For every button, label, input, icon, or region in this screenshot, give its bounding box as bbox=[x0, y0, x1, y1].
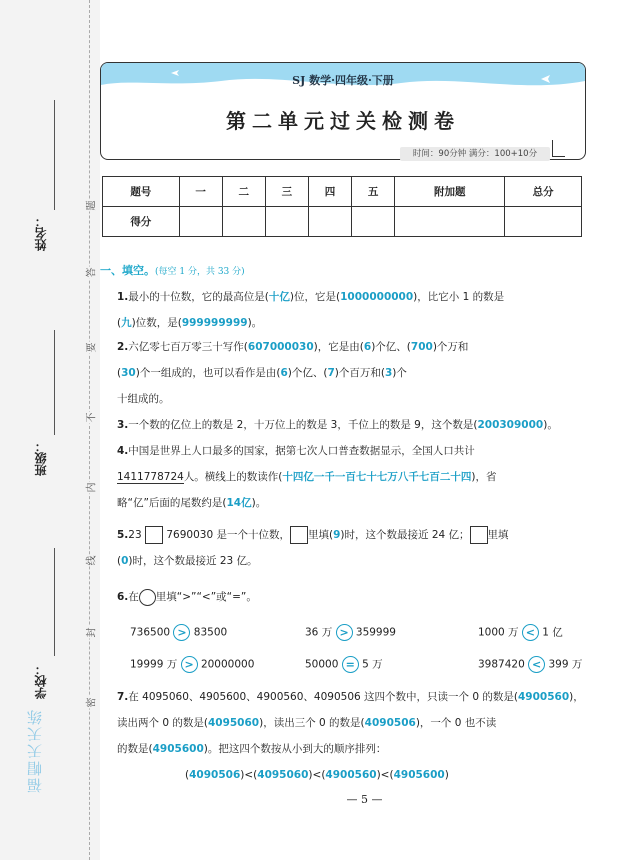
seal-char: 线 bbox=[83, 555, 98, 567]
page-title: 第二单元过关检测卷 bbox=[226, 109, 460, 133]
seal-char: 要 bbox=[83, 342, 98, 354]
answer: 607000030 bbox=[247, 341, 314, 353]
compare-item: 36 万 > 359999 bbox=[305, 626, 396, 639]
question-number: 5. bbox=[117, 529, 129, 541]
blank-box[interactable] bbox=[145, 526, 163, 544]
seal-char: 内 bbox=[83, 482, 98, 494]
header-banner bbox=[100, 62, 586, 160]
class-line bbox=[54, 330, 55, 435]
question-number: 3. bbox=[117, 419, 129, 431]
score-header-cell: 四 bbox=[308, 177, 351, 207]
question-1 bbox=[117, 284, 587, 336]
question-text: 在 bbox=[128, 591, 139, 603]
question-text: 里填 bbox=[487, 529, 509, 541]
answer: 4095060 bbox=[257, 769, 309, 781]
score-header-row bbox=[103, 177, 582, 207]
score-header-cell: 题号 bbox=[103, 177, 180, 207]
seal-char: 封 bbox=[83, 627, 98, 639]
compare-item: 1000 万 < 1 亿 bbox=[478, 626, 563, 639]
compare-item: 19999 万 > 20000000 bbox=[130, 658, 255, 671]
question-5 bbox=[117, 522, 587, 574]
question-text: 读出两个 0 的数是( bbox=[117, 717, 208, 729]
series-label: SJ 数学·四年级·下册 bbox=[292, 74, 394, 87]
blank-circle bbox=[139, 589, 156, 606]
answer: 十四亿一千一百七十七万八千七百二十四 bbox=[282, 471, 472, 483]
question-text: 7690030 是一个十位数， bbox=[166, 529, 290, 541]
question-text: ( bbox=[117, 317, 122, 329]
answer: 7 bbox=[327, 367, 335, 379]
question-text: 里填( bbox=[307, 529, 334, 541]
question-text: 的数是( bbox=[117, 743, 153, 755]
answer: 200309000 bbox=[477, 419, 544, 431]
compare-answer[interactable]: < bbox=[528, 656, 545, 673]
score-row-label: 得分 bbox=[103, 207, 180, 237]
page-number: — 5 — bbox=[346, 793, 383, 806]
compare-answer[interactable]: > bbox=[336, 624, 353, 641]
header-bracket bbox=[552, 140, 565, 157]
answer: 4900560 bbox=[517, 691, 570, 703]
score-cell[interactable] bbox=[222, 207, 265, 237]
answer: 4900560 bbox=[325, 769, 377, 781]
score-table bbox=[102, 176, 582, 237]
question-text: )，一个 0 也不读 bbox=[415, 717, 497, 729]
compare-item: 736500 > 83500 bbox=[130, 626, 228, 639]
score-cell[interactable] bbox=[505, 207, 582, 237]
question-text: )。把这四个数按从小到大的顺序排列： bbox=[203, 743, 387, 755]
answer: 九 bbox=[121, 317, 132, 329]
answer: 1000000000 bbox=[340, 291, 414, 303]
question-3 bbox=[117, 412, 587, 438]
score-header-cell: 二 bbox=[222, 177, 265, 207]
question-text: )时，这个数最接近 24 亿； bbox=[340, 529, 470, 541]
question-text: )个万和 bbox=[432, 341, 469, 353]
question-number: 4. bbox=[117, 445, 129, 457]
score-cell[interactable] bbox=[179, 207, 222, 237]
score-cell[interactable] bbox=[265, 207, 308, 237]
answer: 14亿 bbox=[226, 497, 252, 509]
answer: 0 bbox=[121, 555, 129, 567]
answer: 999999999 bbox=[181, 317, 248, 329]
compare-answer[interactable]: > bbox=[173, 624, 190, 641]
worksheet-page bbox=[100, 0, 629, 860]
answer: 4905600 bbox=[393, 769, 445, 781]
question-text: 在 4095060、4905600、4900560、4090506 这四个数中，只读一个 0 的数是( bbox=[128, 691, 518, 703]
seal-char: 密 bbox=[83, 697, 98, 709]
blank-box[interactable] bbox=[290, 526, 308, 544]
question-text: 略“亿”后面的尾数约是( bbox=[117, 497, 227, 509]
question-text: 一个数的亿位上的数是 2，十万位上的数是 3，千位上的数是 9，这个数是( bbox=[128, 419, 478, 431]
question-text: 23 bbox=[128, 529, 142, 541]
score-header-cell: 三 bbox=[265, 177, 308, 207]
question-text: 人。横线上的数读作( bbox=[183, 471, 283, 483]
question-text: )位数，是( bbox=[131, 317, 182, 329]
question-text: )，省 bbox=[471, 471, 497, 483]
score-header-cell: 附加题 bbox=[395, 177, 505, 207]
score-header-cell: 五 bbox=[352, 177, 395, 207]
score-cell[interactable] bbox=[308, 207, 351, 237]
answer: 4095060 bbox=[207, 717, 260, 729]
question-7 bbox=[117, 684, 587, 762]
school-line bbox=[54, 548, 55, 656]
question-text: 最小的十位数，它的最高位是( bbox=[128, 291, 269, 303]
section-note: (每空 1 分，共 33 分) bbox=[155, 267, 245, 277]
class-label: 班级： bbox=[34, 440, 48, 476]
score-header-cell: 总分 bbox=[505, 177, 582, 207]
question-text: ( bbox=[117, 555, 122, 567]
question-text: 六亿零七百万零三十写作( bbox=[128, 341, 248, 353]
answer: 4905600 bbox=[152, 743, 204, 755]
question-text: )。 bbox=[247, 317, 263, 329]
question-text: )，读出三个 0 的数是( bbox=[259, 717, 365, 729]
seal-char: 题 bbox=[83, 200, 98, 212]
name-label: 姓名： bbox=[34, 215, 48, 251]
name-line bbox=[54, 100, 55, 210]
question-text: )，比它小 1 的数是 bbox=[413, 291, 505, 303]
question-text: )个亿、( bbox=[371, 341, 411, 353]
question-text: 十组成的。 bbox=[117, 393, 170, 405]
question-text: ( bbox=[117, 367, 122, 379]
exam-meta: 时间：90分钟 满分：100+10分 bbox=[400, 147, 550, 161]
question-2 bbox=[117, 334, 587, 412]
binding-margin bbox=[0, 0, 100, 860]
compare-answer[interactable]: < bbox=[522, 624, 539, 641]
section-title: 一、填空。 bbox=[100, 264, 155, 277]
question-number: 2. bbox=[117, 341, 129, 353]
school-label: 学校： bbox=[34, 663, 48, 699]
score-cell[interactable] bbox=[395, 207, 505, 237]
question-text: )个亿、( bbox=[287, 367, 328, 379]
brand-logo: 福帽天天练 bbox=[26, 708, 44, 793]
answer: 3 bbox=[384, 367, 393, 379]
question-text: )。 bbox=[543, 419, 558, 431]
answer: 30 bbox=[121, 367, 136, 379]
compare-item: 50000 = 5 万 bbox=[305, 658, 383, 671]
compare-answer[interactable]: = bbox=[342, 656, 359, 673]
answer: 6 bbox=[280, 367, 288, 379]
order-answer: (4090506)<(4095060)<(4900560)<(4905600) bbox=[185, 769, 449, 781]
question-text: )位，它是( bbox=[289, 291, 341, 303]
population-number: 1411778724 bbox=[117, 471, 184, 483]
question-6 bbox=[117, 584, 587, 610]
question-text: )个百万和( bbox=[334, 367, 385, 379]
score-cell[interactable] bbox=[352, 207, 395, 237]
question-text: )。 bbox=[251, 497, 267, 509]
answer: 9 bbox=[333, 529, 341, 541]
answer: 700 bbox=[410, 341, 433, 353]
question-4 bbox=[117, 438, 587, 516]
answer: 4090506 bbox=[189, 769, 241, 781]
question-text: )个 bbox=[392, 367, 407, 379]
question-text: )，它是由( bbox=[313, 341, 364, 353]
question-text: )时，这个数最接近 23 亿。 bbox=[128, 555, 258, 567]
score-header-cell: 一 bbox=[179, 177, 222, 207]
seal-char: 答 bbox=[83, 267, 98, 279]
question-text: 中国是世界上人口最多的国家，据第七次人口普查数据显示，全国人口共计 bbox=[128, 445, 475, 457]
seal-line bbox=[89, 0, 90, 860]
answer: 4090506 bbox=[364, 717, 416, 729]
seal-char: 不 bbox=[83, 412, 98, 424]
question-text: )个一组成的，也可以看作是由( bbox=[135, 367, 281, 379]
compare-answer[interactable]: > bbox=[181, 656, 198, 673]
score-row bbox=[103, 207, 582, 237]
answer: 6 bbox=[363, 341, 372, 353]
compare-item: 3987420 < 399 万 bbox=[478, 658, 583, 671]
section-heading bbox=[100, 262, 245, 278]
question-number: 7. bbox=[117, 691, 129, 703]
answer: 十亿 bbox=[268, 291, 290, 303]
question-text: 里填“>”“<”或“=”。 bbox=[155, 591, 257, 603]
question-number: 1. bbox=[117, 291, 129, 303]
question-text: )， bbox=[569, 691, 584, 703]
blank-box[interactable] bbox=[470, 526, 488, 544]
question-number: 6. bbox=[117, 591, 129, 603]
